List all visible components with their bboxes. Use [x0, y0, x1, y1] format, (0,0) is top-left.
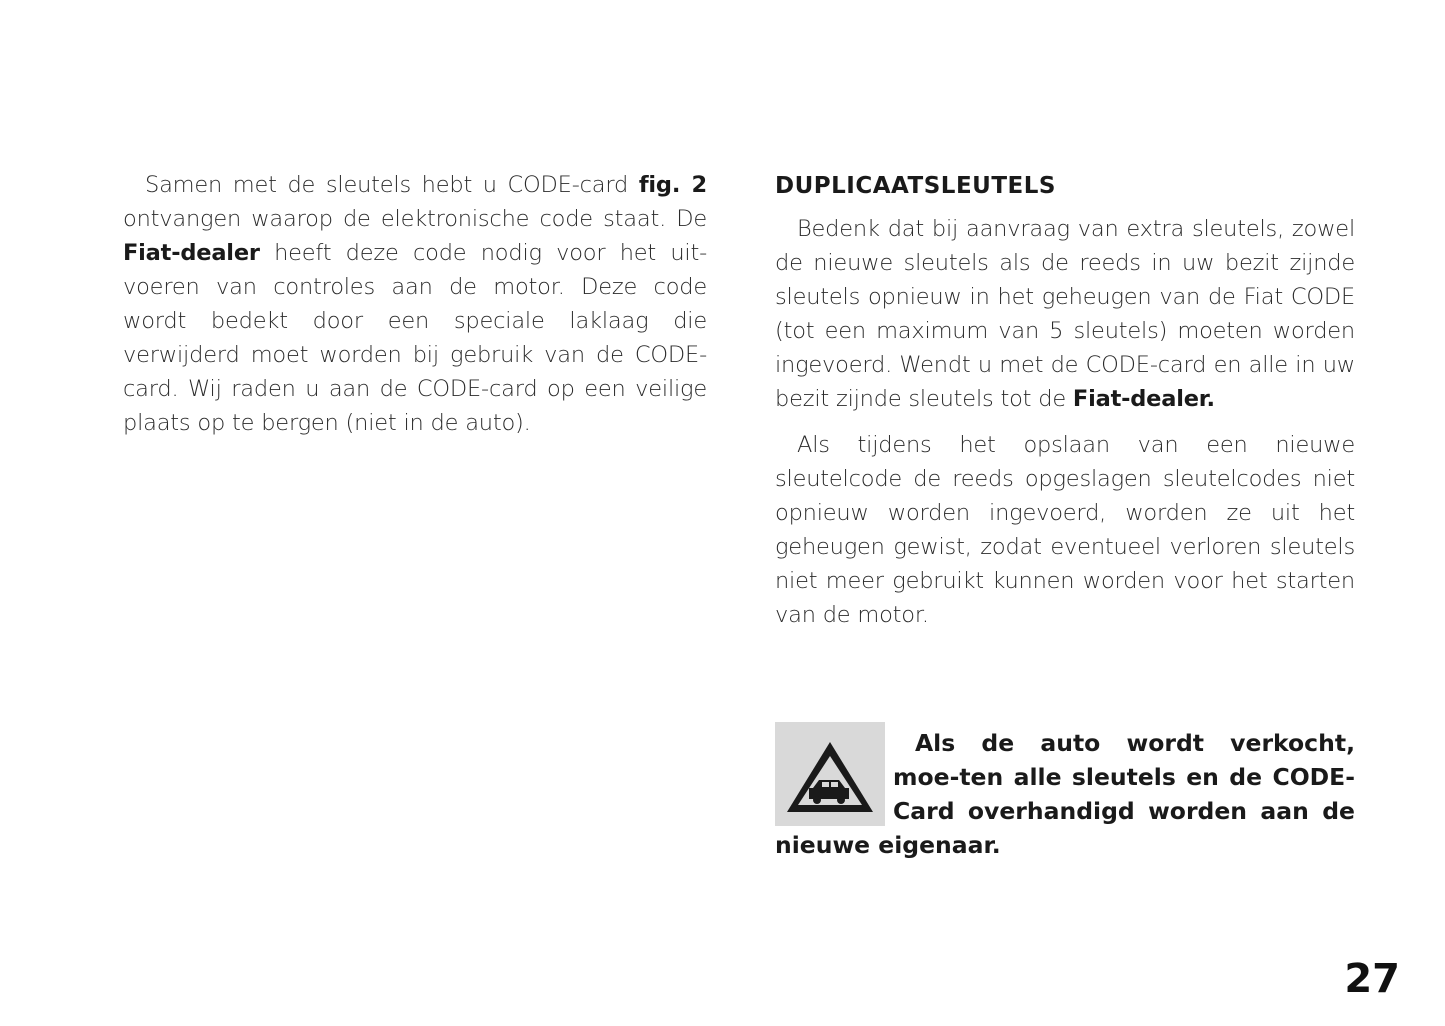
right-column	[775, 168, 1355, 632]
figure-reference: fig. 2	[638, 172, 707, 198]
duplicate-keys-paragraph: Bedenk dat bij aanvraag van extra sleutels, zowel de nieuwe sleutels als de reeds in uw bezit zijnde sleutels opnieuw in het geheugen van de Fiat CODE (tot een maximum van 5 sleutels) moeten worden ingevoerd. Wendt u met de CODE-card en alle in uw bezit zijnde sleutels tot de Fiat-dealer.	[775, 216, 1355, 412]
code-card-paragraph: Samen met de sleutels hebt u CODE-card fig. 2 ontvangen waarop de elektronische code staat. De Fiat-dealer heeft deze code nodig voor het uit-voeren van controles aan de motor. Deze code wordt bedekt door een speciale laklaag die verwijderd moet worden bij gebruik van de CODE- card. Wij raden u aan de CODE-card op een veilige plaats op te bergen (niet in de auto).	[123, 172, 707, 436]
warning-text: Als de auto wordt verkocht, moe-ten alle sleutels en de CODE-Card overhandigd worden aan de nieuwe eigenaar.	[775, 729, 1355, 859]
warning-notice	[775, 722, 1355, 862]
warning-triangle-car-icon	[775, 722, 885, 826]
memory-erase-paragraph: Als tijdens het opslaan van een nieuwe sleutelcode de reeds opgeslagen sleutelcodes niet opnieuw worden ingevoerd, worden ze uit het geheugen gewist, zodat eventueel verloren sleutels niet meer gebruikt kunnen worden voor het starten van de motor.	[775, 432, 1355, 628]
fiat-dealer-term: Fiat-dealer	[123, 240, 260, 266]
page-number: 27	[1344, 956, 1400, 1002]
fiat-dealer-term: Fiat-dealer.	[1072, 386, 1215, 412]
section-heading: DUPLICAATSLEUTELS	[775, 173, 1056, 199]
left-column	[123, 168, 707, 440]
